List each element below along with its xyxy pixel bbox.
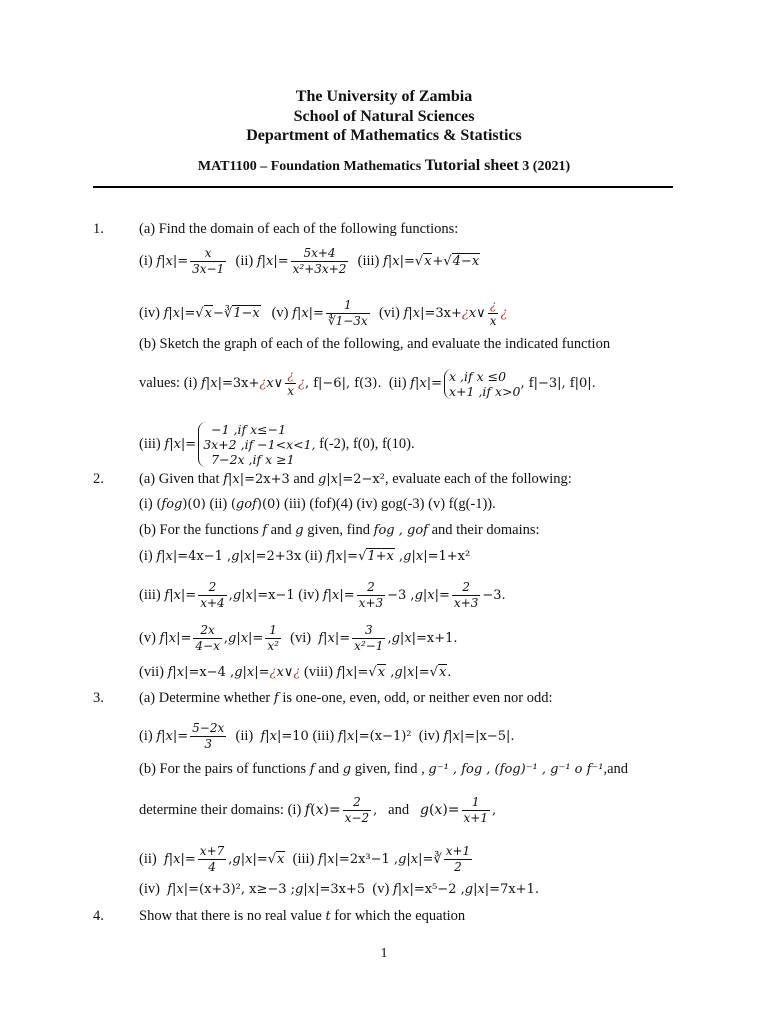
q3a-tail: is one-one, even, odd, or neither even nor odd: — [282, 690, 553, 706]
q3b-dom: determine their domains: (i) — [139, 801, 302, 818]
q3b-intro-text: (b) For the pairs of functions — [139, 761, 307, 777]
q3b-line: determine their domains: (i) f(x)= $\frac{2}{x-2}$ , and g(x)= $\frac{1}{x+1}$ , — [139, 795, 497, 825]
q2b-mid: given, find — [307, 522, 371, 538]
q1a-intro: (a) Find the domain of each of the following functions: — [139, 221, 459, 237]
q1b-line3: (iii) f|x|= −1 ,if x≤−1 3x+2 ,if −1<x<1, 7−2x ,if x ≥1 f(-2), f(0), f(10). — [139, 422, 415, 467]
department-title: Department of Mathematics & Statistics — [246, 127, 522, 144]
q3a-intro: (a) Determine whether f is one-one, even, odd, or neither even nor odd: — [139, 690, 553, 706]
q2b-line1: (i) f|x|=4x−1 ,g|x|=2+3x (ii) f|x|=√1+x ,g|x|=1+x² — [139, 548, 471, 564]
q2-number: 2. — [93, 471, 104, 487]
q3a-intro-text: (a) Determine whether — [139, 690, 271, 706]
page-number: 1 — [380, 946, 388, 961]
q2a-intro-text: (a) Given that — [139, 471, 220, 487]
course-name: MAT1100 – Foundation Mathematics — [197, 159, 422, 174]
sheet-number: 3 (2021) — [522, 159, 571, 174]
q2a-items-text: (iii) (fof)(4) (iv) gog(-3) (v) f(g(-1)). — [284, 496, 496, 512]
header-rule — [93, 186, 673, 188]
q4-tail: for which the equation — [334, 908, 466, 924]
q2b-intro-text: (b) For the functions — [139, 522, 259, 538]
q3b-mid: given, find , — [354, 761, 425, 777]
q4-text: Show that there is no real value t for which the equation — [139, 908, 466, 924]
q3b-and: and — [388, 801, 410, 818]
q3b-line2: (ii) f|x|= $\frac{x+7}{4}$ ,g|x|=√x (iii) f|x|=2x³−1 ,g|x|=∛ $\frac{x+1}{2}$ — [139, 844, 471, 874]
q3a-items: (i) f|x|= $\frac{5-2x}{3}$ (ii) f|x|=10 (iii) f|x|=(x−1)² (iv) f|x|=|x−5|. — [139, 721, 515, 751]
q1b-values-label: values: — [139, 374, 181, 391]
q1a-line2: (iv) f|x|=√x−∛1−x (v) f|x|= $\frac{1}{∜1-3x}$ (vi) f|x|=3x+¿x∨ $\frac{¿}{x}$ ¿ — [139, 298, 508, 328]
school-title: School of Natural Sciences — [293, 108, 475, 125]
q2b-intro: (b) For the functions f and g given, find fog , gof and their domains: — [139, 522, 540, 538]
q2b-line4: (vii) f|x|=x−4 ,g|x|=¿x∨¿ (viii) f|x|=√x ,g|x|=√x. — [139, 664, 452, 680]
q3b-intro: (b) For the pairs of functions f and g given, find , g⁻¹ , fog , (fog)⁻¹ , g⁻¹ o f⁻¹,and — [139, 761, 629, 777]
q2b-tail: and their domains: — [431, 522, 540, 538]
q2a-items: (i) (fog)(0) (ii) (gof)(0) (iii) (fof)(4) (iv) gog(-3) (v) f(g(-1)). — [139, 496, 496, 512]
q2b-line3: (v) f|x|= $\frac{2x}{4-x}$ ,g|x|= $\frac{1}{\text{x²}}$ (vi) f|x|= $\frac{3}{\text{x²−1}}$ ,g|x|=x+1. — [139, 623, 458, 653]
q3b-line3: (iv) f|x|=(x+3)², x≥−3 ;g|x|=3x+5 (v) f|x|=x⁵−2 ,g|x|=7x+1. — [139, 881, 539, 897]
q3-number: 3. — [93, 690, 104, 706]
q1b-iii-eval: f(-2), f(0), f(10). — [319, 435, 415, 452]
q1a-line1: (i) f|x|= $\frac{x}{3x-1}$ (ii) f|x|= $\frac{5x+4}{\text{x²+3x+2}}$ (iii) f|x|=√x+√4−x — [139, 246, 480, 276]
sheet-label: Tutorial sheet — [424, 157, 519, 174]
q1b-line: values: (i) f|x|=3x+¿x∨ $\frac{¿}{x}$ ¿, f|−6|, f(3). (ii) f|x|= x ,if x ≤0 x+1 ,if x>0 , f|−3|, f|0|. — [139, 368, 596, 399]
q2b-line2: (iii) f|x|= $\frac{2}{x+4}$ ,g|x|=x−1 (iv) f|x|= $\frac{2}{x+3}$ −3 ,g|x|= $\frac{2}{x+3}$ −3. — [139, 580, 506, 610]
course-title — [0, 157, 768, 175]
q2a-tail: , evaluate each of the following: — [384, 471, 572, 487]
q2a-intro: (a) Given that f|x|=2x+3 and g|x|=2−x², evaluate each of the following: — [139, 471, 572, 487]
q4-number: 4. — [93, 908, 104, 924]
q1-number: 1. — [93, 221, 104, 237]
q1b-intro: (b) Sketch the graph of each of the following, and evaluate the indicated function — [139, 336, 611, 352]
q3b-tail: ,and — [603, 761, 629, 777]
q4-text-main: Show that there is no real value — [139, 908, 322, 924]
university-title: The University of Zambia — [295, 88, 473, 105]
